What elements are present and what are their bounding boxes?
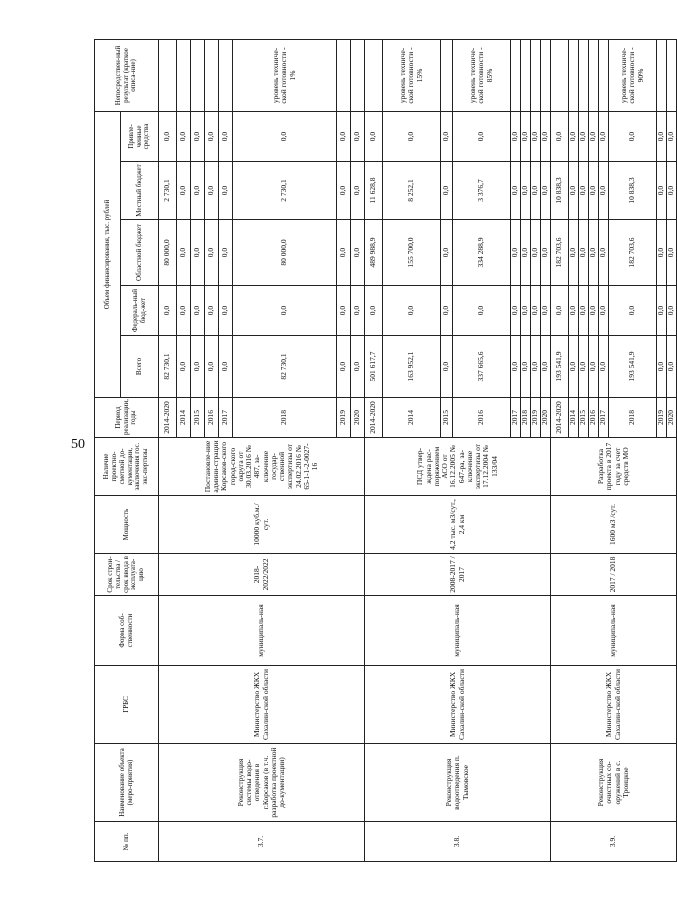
cell-private: 0,0 <box>441 111 453 161</box>
cell-federal: 0,0 <box>657 286 667 336</box>
cell-total: 0,0 <box>579 336 589 398</box>
cell-period: 2014 <box>177 398 191 438</box>
cell-private: 0,0 <box>233 111 337 161</box>
cell-federal: 0,0 <box>383 286 441 336</box>
cell-private: 0,0 <box>569 111 579 161</box>
cell-local: 0,0 <box>657 162 667 220</box>
cell-regional: 182 703,6 <box>551 220 569 286</box>
cell-federal: 0,0 <box>219 286 233 336</box>
cell-private: 0,0 <box>531 111 541 161</box>
cell-num: 3.7. <box>159 822 365 862</box>
cell-period: 2019 <box>531 398 541 438</box>
cell-capacity: 10000 куб.м./сут. <box>159 496 365 554</box>
cell-period: 2018 <box>609 398 657 438</box>
cell-private: 0,0 <box>521 111 531 161</box>
cell-result <box>667 39 677 111</box>
cell-federal: 0,0 <box>453 286 511 336</box>
cell-total: 82 730,1 <box>233 336 337 398</box>
cell-total: 0,0 <box>667 336 677 398</box>
cell-docs: Разработка проекта в 2017 году за счет средств МО <box>551 438 677 496</box>
financing-table <box>94 39 677 862</box>
cell-local: 0,0 <box>599 162 609 220</box>
cell-total: 82 730,1 <box>159 336 177 398</box>
page-number: 50 <box>71 437 85 452</box>
cell-result <box>599 39 609 111</box>
cell-local: 0,0 <box>441 162 453 220</box>
table-body <box>159 39 677 861</box>
cell-regional: 0,0 <box>219 220 233 286</box>
cell-private: 0,0 <box>383 111 441 161</box>
cell-local: 0,0 <box>337 162 351 220</box>
cell-private: 0,0 <box>511 111 521 161</box>
cell-term: 2017 / 2018 <box>551 554 677 596</box>
cell-local: 0,0 <box>569 162 579 220</box>
cell-regional: 0,0 <box>541 220 551 286</box>
cell-private: 0,0 <box>589 111 599 161</box>
cell-federal: 0,0 <box>205 286 219 336</box>
cell-local: 3 376,7 <box>453 162 511 220</box>
cell-grbs: Министерство ЖКХ Сахалин-ской области <box>551 666 677 744</box>
cell-period: 2015 <box>191 398 205 438</box>
cell-local: 10 838,3 <box>551 162 569 220</box>
header-name: Наименование объекта (меро-приятия) <box>95 744 159 822</box>
cell-local: 0,0 <box>351 162 365 220</box>
cell-federal: 0,0 <box>541 286 551 336</box>
cell-result: уровень техниче-ской готовности - 1% <box>233 39 337 111</box>
cell-result <box>521 39 531 111</box>
cell-regional: 0,0 <box>579 220 589 286</box>
cell-period: 2014-2020 <box>551 398 569 438</box>
cell-federal: 0,0 <box>191 286 205 336</box>
header-period: Период реализации, годы <box>95 398 159 438</box>
cell-regional: 0,0 <box>599 220 609 286</box>
cell-num: 3.8. <box>365 822 551 862</box>
cell-local: 0,0 <box>667 162 677 220</box>
cell-period: 2017 <box>511 398 521 438</box>
cell-federal: 0,0 <box>667 286 677 336</box>
cell-private: 0,0 <box>551 111 569 161</box>
cell-private: 0,0 <box>609 111 657 161</box>
cell-ownership: муниципаль-ная <box>159 596 365 666</box>
cell-local: 0,0 <box>589 162 599 220</box>
cell-name: Реконструкция водоотведения п. Тымовское <box>365 744 551 822</box>
cell-total: 0,0 <box>441 336 453 398</box>
cell-local: 0,0 <box>177 162 191 220</box>
cell-local: 10 838,3 <box>609 162 657 220</box>
cell-federal: 0,0 <box>521 286 531 336</box>
cell-total: 0,0 <box>337 336 351 398</box>
cell-result <box>589 39 599 111</box>
table-row <box>159 39 177 861</box>
cell-local: 0,0 <box>541 162 551 220</box>
cell-total: 501 617,7 <box>365 336 383 398</box>
cell-ownership: муниципаль-ная <box>365 596 551 666</box>
cell-grbs: Министерство ЖКХ Сахалин-ской области <box>159 666 365 744</box>
cell-period: 2020 <box>541 398 551 438</box>
cell-capacity: 4,2 тыс. м3/сут., 2,4 км <box>365 496 551 554</box>
cell-period: 2016 <box>453 398 511 438</box>
cell-result: уровень техниче-ской готовности - 15% <box>383 39 441 111</box>
cell-total: 193 541,9 <box>609 336 657 398</box>
cell-regional: 80 000,0 <box>233 220 337 286</box>
table-row <box>551 39 569 861</box>
cell-capacity: 1600 м3 /сут. <box>551 496 677 554</box>
cell-regional: 0,0 <box>511 220 521 286</box>
cell-total: 337 665,6 <box>453 336 511 398</box>
header-regional: Областной бюджет <box>121 220 159 286</box>
cell-private: 0,0 <box>177 111 191 161</box>
cell-period: 2017 <box>219 398 233 438</box>
cell-regional: 0,0 <box>205 220 219 286</box>
cell-federal: 0,0 <box>365 286 383 336</box>
header-docs: Наличие проектно-сметной до-кументации, заключения гос. экс-пертизы <box>95 438 159 496</box>
cell-private: 0,0 <box>351 111 365 161</box>
header-grbs: ГРБС <box>95 666 159 744</box>
cell-period: 2016 <box>589 398 599 438</box>
cell-local: 0,0 <box>219 162 233 220</box>
cell-term: 2008-2017 / 2017 <box>365 554 551 596</box>
cell-regional: 0,0 <box>667 220 677 286</box>
cell-result <box>551 39 569 111</box>
cell-result <box>351 39 365 111</box>
cell-total: 0,0 <box>657 336 667 398</box>
table-row <box>365 39 383 861</box>
cell-local: 0,0 <box>531 162 541 220</box>
cell-private: 0,0 <box>541 111 551 161</box>
cell-regional: 334 288,9 <box>453 220 511 286</box>
cell-period: 2014-2020 <box>159 398 177 438</box>
cell-term: 2018-2022/2022 <box>159 554 365 596</box>
cell-federal: 0,0 <box>531 286 541 336</box>
cell-result <box>579 39 589 111</box>
cell-private: 0,0 <box>159 111 177 161</box>
cell-federal: 0,0 <box>511 286 521 336</box>
cell-period: 2015 <box>579 398 589 438</box>
cell-regional: 0,0 <box>337 220 351 286</box>
cell-docs: ПСД утвер-ждена рас-поряжением АСО от 16.12.2005 № 647-ра, за-ключение экспертизы от 17.12.2004 № 133/04 <box>365 438 551 496</box>
cell-total: 0,0 <box>351 336 365 398</box>
cell-result <box>365 39 383 111</box>
cell-federal: 0,0 <box>569 286 579 336</box>
cell-ownership: муниципаль-ная <box>551 596 677 666</box>
cell-local: 0,0 <box>521 162 531 220</box>
cell-regional: 182 703,6 <box>609 220 657 286</box>
cell-regional: 0,0 <box>521 220 531 286</box>
cell-private: 0,0 <box>657 111 667 161</box>
cell-period: 2019 <box>337 398 351 438</box>
cell-period: 2014-2020 <box>365 398 383 438</box>
header-private: Привле-ченные средства <box>121 111 159 161</box>
cell-result <box>337 39 351 111</box>
cell-period: 2014 <box>569 398 579 438</box>
cell-total: 0,0 <box>219 336 233 398</box>
cell-result: уровень техниче-ской готовности - 85% <box>453 39 511 111</box>
cell-period: 2018 <box>521 398 531 438</box>
cell-total: 0,0 <box>205 336 219 398</box>
header-total: Всего <box>121 336 159 398</box>
cell-result <box>219 39 233 111</box>
cell-federal: 0,0 <box>159 286 177 336</box>
cell-regional: 0,0 <box>441 220 453 286</box>
cell-result <box>191 39 205 111</box>
cell-federal: 0,0 <box>599 286 609 336</box>
cell-period: 2016 <box>205 398 219 438</box>
cell-regional: 0,0 <box>657 220 667 286</box>
cell-period: 2020 <box>667 398 677 438</box>
cell-total: 0,0 <box>531 336 541 398</box>
header-local: Местный бюджет <box>121 162 159 220</box>
cell-period: 2019 <box>657 398 667 438</box>
cell-total: 163 952,1 <box>383 336 441 398</box>
cell-total: 0,0 <box>177 336 191 398</box>
cell-total: 0,0 <box>191 336 205 398</box>
cell-federal: 0,0 <box>579 286 589 336</box>
cell-period: 2018 <box>233 398 337 438</box>
cell-total: 0,0 <box>569 336 579 398</box>
cell-total: 193 541,9 <box>551 336 569 398</box>
cell-grbs: Министерство ЖКХ Сахалин-ской области <box>365 666 551 744</box>
cell-period: 2015 <box>441 398 453 438</box>
cell-private: 0,0 <box>219 111 233 161</box>
cell-regional: 155 700,0 <box>383 220 441 286</box>
cell-name: Реконструкция системы водо-отведения в г.Корсаков (в т.ч. разработка проектной до-кументации) <box>159 744 365 822</box>
cell-total: 0,0 <box>521 336 531 398</box>
table-header <box>95 39 159 861</box>
header-federal: Федераль-ный бюд-жет <box>121 286 159 336</box>
cell-federal: 0,0 <box>609 286 657 336</box>
cell-period: 2014 <box>383 398 441 438</box>
cell-total: 0,0 <box>541 336 551 398</box>
header-ownership: Форма соб-ственности <box>95 596 159 666</box>
cell-federal: 0,0 <box>177 286 191 336</box>
cell-regional: 0,0 <box>191 220 205 286</box>
cell-total: 0,0 <box>511 336 521 398</box>
cell-private: 0,0 <box>667 111 677 161</box>
cell-docs: Постановле-ние админи-страции Корсаков-ского город-ского округа от 30.03.2016 № 487, за-ключение государ-ственной экспертизы от 24.02.2016 № 65-1-1-2-0027-16 <box>159 438 365 496</box>
cell-regional: 0,0 <box>589 220 599 286</box>
header-term: Срок строи-тельства / срок ввода в эксплуата-цию <box>95 554 159 596</box>
cell-result <box>657 39 667 111</box>
cell-local: 2 730,1 <box>233 162 337 220</box>
cell-result: уровень техниче-ской готовности - 90% <box>609 39 657 111</box>
rotated-table-wrapper <box>94 40 676 862</box>
cell-local: 0,0 <box>205 162 219 220</box>
cell-name: Реконструкция очистных со-оружений в с. Троицкое <box>551 744 677 822</box>
cell-federal: 0,0 <box>551 286 569 336</box>
cell-regional: 80 000,0 <box>159 220 177 286</box>
cell-result <box>177 39 191 111</box>
cell-result <box>441 39 453 111</box>
cell-total: 0,0 <box>599 336 609 398</box>
cell-result <box>159 39 177 111</box>
cell-private: 0,0 <box>205 111 219 161</box>
cell-local: 11 628,8 <box>365 162 383 220</box>
cell-result <box>541 39 551 111</box>
cell-private: 0,0 <box>599 111 609 161</box>
cell-period: 2020 <box>351 398 365 438</box>
cell-local: 2 730,1 <box>159 162 177 220</box>
cell-regional: 0,0 <box>569 220 579 286</box>
cell-local: 0,0 <box>579 162 589 220</box>
cell-regional: 0,0 <box>531 220 541 286</box>
cell-regional: 489 988,9 <box>365 220 383 286</box>
cell-local: 0,0 <box>511 162 521 220</box>
cell-federal: 0,0 <box>233 286 337 336</box>
cell-total: 0,0 <box>589 336 599 398</box>
cell-result <box>511 39 521 111</box>
header-num: № пп. <box>95 822 159 862</box>
cell-result <box>531 39 541 111</box>
cell-regional: 0,0 <box>177 220 191 286</box>
cell-regional: 0,0 <box>351 220 365 286</box>
cell-federal: 0,0 <box>589 286 599 336</box>
cell-private: 0,0 <box>337 111 351 161</box>
cell-period: 2017 <box>599 398 609 438</box>
cell-private: 0,0 <box>365 111 383 161</box>
cell-result <box>205 39 219 111</box>
cell-result <box>569 39 579 111</box>
cell-num: 3.9. <box>551 822 677 862</box>
cell-federal: 0,0 <box>441 286 453 336</box>
cell-local: 0,0 <box>191 162 205 220</box>
cell-federal: 0,0 <box>351 286 365 336</box>
cell-private: 0,0 <box>453 111 511 161</box>
header-financing: Объем финансирования, тыс. рублей <box>95 111 121 397</box>
cell-local: 8 252,1 <box>383 162 441 220</box>
header-capacity: Мощность <box>95 496 159 554</box>
cell-private: 0,0 <box>579 111 589 161</box>
cell-federal: 0,0 <box>337 286 351 336</box>
cell-private: 0,0 <box>191 111 205 161</box>
header-result: Непосредствен-ный результат (краткое описа-ние) <box>95 39 159 111</box>
